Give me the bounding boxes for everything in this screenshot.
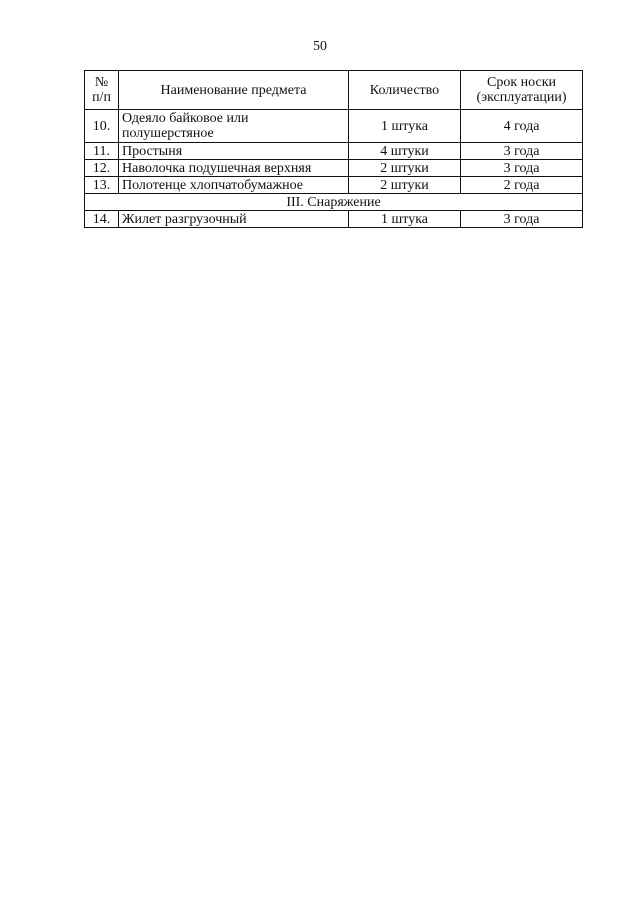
section-title: III. Снаряжение <box>85 194 583 211</box>
row-name-line2: полушерстяное <box>122 126 214 141</box>
row-quantity: 1 штука <box>349 211 461 228</box>
row-quantity: 1 штука <box>349 110 461 143</box>
row-term: 3 года <box>461 211 583 228</box>
row-name: Простыня <box>119 143 349 160</box>
row-num: 13. <box>85 177 119 194</box>
table-row <box>85 177 583 194</box>
row-quantity: 4 штуки <box>349 143 461 160</box>
row-term: 2 года <box>461 177 583 194</box>
row-name: Полотенце хлопчатобумажное <box>119 177 349 194</box>
table-header-row <box>85 71 583 110</box>
table-row <box>85 211 583 228</box>
row-num: 12. <box>85 160 119 177</box>
row-name: Жилет разгрузочный <box>119 211 349 228</box>
header-term <box>461 71 583 110</box>
header-num-line1: № <box>94 75 109 90</box>
header-name: Наименование предмета <box>119 71 349 110</box>
header-num-line2: п/п <box>92 90 111 105</box>
row-quantity: 2 штуки <box>349 177 461 194</box>
table-row <box>85 110 583 143</box>
row-name <box>119 110 349 143</box>
header-term-line1: Срок носки <box>487 75 556 90</box>
row-term: 3 года <box>461 160 583 177</box>
row-name: Наволочка подушечная верхняя <box>119 160 349 177</box>
table-row <box>85 143 583 160</box>
items-table <box>84 70 583 228</box>
header-term-line2: (эксплуатации) <box>476 90 567 105</box>
row-num: 11. <box>85 143 119 160</box>
row-term: 3 года <box>461 143 583 160</box>
row-name-line1: Одеяло байковое или <box>122 111 249 126</box>
table-row <box>85 160 583 177</box>
header-quantity: Количество <box>349 71 461 110</box>
row-term: 4 года <box>461 110 583 143</box>
row-num: 10. <box>85 110 119 143</box>
header-num <box>85 71 119 110</box>
section-row <box>85 194 583 211</box>
page-number: 50 <box>313 39 327 54</box>
row-num: 14. <box>85 211 119 228</box>
row-quantity: 2 штуки <box>349 160 461 177</box>
